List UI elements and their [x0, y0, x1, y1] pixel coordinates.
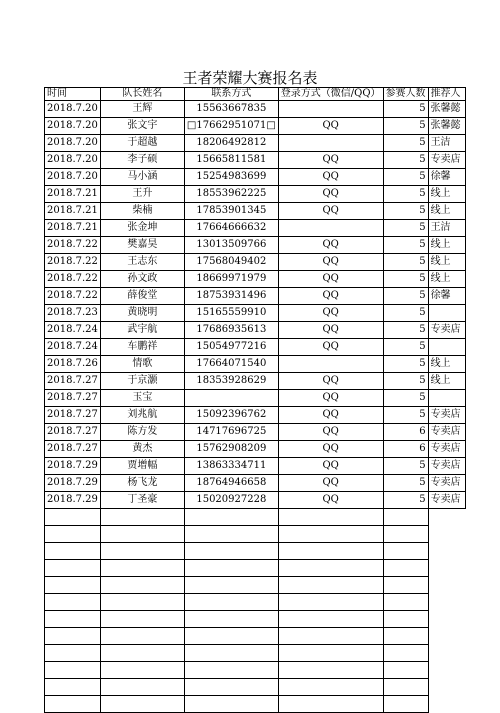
login-method-cell[interactable]: QQ — [278, 373, 383, 390]
captain-name-cell[interactable]: 于超越 — [100, 135, 184, 152]
empty-cell[interactable] — [184, 662, 278, 679]
time-cell[interactable]: 2018.7.22 — [45, 237, 101, 254]
captain-name-cell[interactable]: 黄杰 — [100, 441, 184, 458]
contact-cell[interactable]: 18206492812 — [184, 135, 278, 152]
empty-cell[interactable] — [184, 611, 278, 628]
captain-name-cell[interactable]: 张文宇 — [100, 118, 184, 135]
time-cell[interactable]: 2018.7.24 — [45, 322, 101, 339]
empty-cell[interactable] — [428, 560, 465, 577]
login-method-cell[interactable]: QQ — [278, 169, 383, 186]
referrer-cell[interactable] — [428, 390, 465, 407]
login-method-cell[interactable]: QQ — [278, 492, 383, 509]
empty-row — [45, 577, 466, 594]
empty-cell[interactable] — [428, 679, 465, 696]
referrer-cell[interactable]: 张馨懿 — [428, 118, 465, 135]
empty-cell[interactable] — [428, 628, 465, 645]
participant-count-cell[interactable]: 5 — [383, 407, 428, 424]
empty-row — [45, 560, 466, 577]
empty-cell[interactable] — [184, 526, 278, 543]
contact-cell[interactable]: 15665811581 — [184, 152, 278, 169]
participant-count-cell[interactable]: 5 — [383, 169, 428, 186]
time-cell[interactable]: 2018.7.23 — [45, 305, 101, 322]
empty-row — [45, 526, 466, 543]
participant-count-cell[interactable]: 5 — [383, 271, 428, 288]
captain-name-cell[interactable]: 薛俊堂 — [100, 288, 184, 305]
login-method-cell[interactable]: QQ — [278, 390, 383, 407]
empty-cell[interactable] — [184, 696, 278, 713]
captain-name-cell[interactable]: 柴楠 — [100, 203, 184, 220]
participant-count-cell[interactable]: 5 — [383, 203, 428, 220]
empty-row — [45, 696, 466, 713]
login-method-cell[interactable]: QQ — [278, 186, 383, 203]
empty-cell[interactable] — [184, 560, 278, 577]
participant-count-cell[interactable]: 5 — [383, 475, 428, 492]
empty-cell[interactable] — [45, 543, 101, 560]
referrer-cell[interactable] — [428, 339, 465, 356]
login-method-cell[interactable]: QQ — [278, 305, 383, 322]
time-cell[interactable]: 2018.7.27 — [45, 441, 101, 458]
empty-cell[interactable] — [278, 611, 383, 628]
header-row — [45, 88, 466, 101]
table-row — [45, 118, 466, 135]
table-row — [45, 339, 466, 356]
time-cell[interactable]: 2018.7.29 — [45, 492, 101, 509]
captain-name-cell[interactable]: 孙文政 — [100, 271, 184, 288]
empty-cell[interactable] — [100, 645, 184, 662]
time-cell[interactable]: 2018.7.27 — [45, 373, 101, 390]
header-referrer: 推荐人 — [428, 88, 465, 101]
table-row — [45, 475, 466, 492]
empty-cell[interactable] — [100, 662, 184, 679]
login-method-cell[interactable] — [278, 220, 383, 237]
captain-name-cell[interactable]: 贾增幅 — [100, 458, 184, 475]
referrer-cell[interactable]: 专卖店 — [428, 475, 465, 492]
referrer-cell[interactable]: 张馨懿 — [428, 101, 465, 118]
empty-row — [45, 645, 466, 662]
login-method-cell[interactable]: QQ — [278, 118, 383, 135]
empty-cell[interactable] — [45, 509, 101, 526]
contact-cell[interactable]: 15165559910 — [184, 305, 278, 322]
contact-cell[interactable]: 13013509766 — [184, 237, 278, 254]
table-row — [45, 237, 466, 254]
empty-cell[interactable] — [383, 560, 428, 577]
captain-name-cell[interactable]: 王升 — [100, 186, 184, 203]
empty-cell[interactable] — [428, 577, 465, 594]
table-row — [45, 271, 466, 288]
empty-cell[interactable] — [100, 543, 184, 560]
header-login-method: 登录方式（微信/QQ） — [278, 88, 383, 101]
captain-name-cell[interactable]: 刘兆航 — [100, 407, 184, 424]
time-cell[interactable]: 2018.7.21 — [45, 220, 101, 237]
referrer-cell[interactable]: 专卖店 — [428, 424, 465, 441]
referrer-cell[interactable]: 王洁 — [428, 220, 465, 237]
referrer-cell[interactable]: 线上 — [428, 356, 465, 373]
empty-cell[interactable] — [100, 696, 184, 713]
empty-row — [45, 543, 466, 560]
time-cell[interactable]: 2018.7.27 — [45, 424, 101, 441]
sheet-title: 王者荣耀大赛报名表 — [182, 69, 318, 87]
referrer-cell[interactable]: 专卖店 — [428, 152, 465, 169]
empty-cell[interactable] — [428, 526, 465, 543]
header-captain-name: 队长姓名 — [100, 88, 184, 101]
login-method-cell[interactable]: QQ — [278, 339, 383, 356]
referrer-cell[interactable]: 徐馨 — [428, 169, 465, 186]
empty-cell[interactable] — [428, 509, 465, 526]
empty-cell[interactable] — [278, 560, 383, 577]
empty-cell[interactable] — [45, 628, 101, 645]
contact-cell[interactable]: 18353928629 — [184, 373, 278, 390]
referrer-cell[interactable]: 线上 — [428, 186, 465, 203]
table-row — [45, 322, 466, 339]
time-cell[interactable]: 2018.7.29 — [45, 458, 101, 475]
participant-count-cell[interactable]: 5 — [383, 390, 428, 407]
table-row — [45, 407, 466, 424]
empty-cell[interactable] — [45, 526, 101, 543]
empty-cell[interactable] — [100, 560, 184, 577]
table-row — [45, 424, 466, 441]
referrer-cell[interactable]: 线上 — [428, 271, 465, 288]
referrer-cell[interactable] — [428, 305, 465, 322]
login-method-cell[interactable]: QQ — [278, 322, 383, 339]
contact-cell[interactable]: 18669971979 — [184, 271, 278, 288]
referrer-cell[interactable]: 徐馨 — [428, 288, 465, 305]
login-method-cell[interactable]: QQ — [278, 152, 383, 169]
time-cell[interactable]: 2018.7.20 — [45, 101, 101, 118]
referrer-cell[interactable]: 专卖店 — [428, 322, 465, 339]
empty-cell[interactable] — [383, 628, 428, 645]
contact-cell[interactable]: 15054977216 — [184, 339, 278, 356]
captain-name-cell[interactable]: 陈方发 — [100, 424, 184, 441]
captain-name-cell[interactable]: 张金坤 — [100, 220, 184, 237]
empty-cell[interactable] — [383, 696, 428, 713]
contact-cell[interactable]: 15563667835 — [184, 101, 278, 118]
empty-cell[interactable] — [100, 594, 184, 611]
table-row — [45, 203, 466, 220]
time-cell[interactable]: 2018.7.27 — [45, 390, 101, 407]
time-cell[interactable]: 2018.7.21 — [45, 203, 101, 220]
participant-count-cell[interactable]: 5 — [383, 339, 428, 356]
participant-count-cell[interactable]: 5 — [383, 118, 428, 135]
table-row — [45, 458, 466, 475]
empty-row — [45, 509, 466, 526]
empty-cell[interactable] — [184, 679, 278, 696]
empty-cell[interactable] — [184, 594, 278, 611]
table-body — [45, 88, 466, 713]
captain-name-cell[interactable]: 情歌 — [100, 356, 184, 373]
empty-cell[interactable] — [45, 679, 101, 696]
table-row — [45, 356, 466, 373]
contact-cell[interactable]: 17568049402 — [184, 254, 278, 271]
empty-cell[interactable] — [428, 696, 465, 713]
empty-cell[interactable] — [383, 594, 428, 611]
empty-cell[interactable] — [428, 543, 465, 560]
captain-name-cell[interactable]: 王辉 — [100, 101, 184, 118]
captain-name-cell[interactable]: 于京灏 — [100, 373, 184, 390]
empty-cell[interactable] — [383, 577, 428, 594]
login-method-cell[interactable] — [278, 356, 383, 373]
referrer-cell[interactable]: 专卖店 — [428, 458, 465, 475]
referrer-cell[interactable]: 专卖店 — [428, 407, 465, 424]
referrer-cell[interactable]: 线上 — [428, 237, 465, 254]
empty-cell[interactable] — [383, 509, 428, 526]
participant-count-cell[interactable]: 5 — [383, 186, 428, 203]
empty-cell[interactable] — [45, 577, 101, 594]
contact-cell[interactable]: 15092396762 — [184, 407, 278, 424]
contact-cell[interactable]: □17662951071□ — [184, 118, 278, 135]
empty-cell[interactable] — [278, 696, 383, 713]
referrer-cell[interactable]: 专卖店 — [428, 492, 465, 509]
participant-count-cell[interactable]: 5 — [383, 458, 428, 475]
empty-cell[interactable] — [100, 577, 184, 594]
empty-row — [45, 662, 466, 679]
captain-name-cell[interactable]: 樊嘉昊 — [100, 237, 184, 254]
participant-count-cell[interactable]: 5 — [383, 288, 428, 305]
contact-cell[interactable]: 14717696725 — [184, 424, 278, 441]
time-cell[interactable]: 2018.7.22 — [45, 271, 101, 288]
empty-cell[interactable] — [100, 509, 184, 526]
table-row — [45, 186, 466, 203]
table-row — [45, 373, 466, 390]
empty-cell[interactable] — [383, 543, 428, 560]
referrer-cell[interactable]: 线上 — [428, 373, 465, 390]
login-method-cell[interactable]: QQ — [278, 254, 383, 271]
captain-name-cell[interactable]: 玉宝 — [100, 390, 184, 407]
table-row — [45, 101, 466, 118]
captain-name-cell[interactable]: 杨飞龙 — [100, 475, 184, 492]
table-row — [45, 288, 466, 305]
contact-cell[interactable] — [184, 390, 278, 407]
time-cell[interactable]: 2018.7.27 — [45, 407, 101, 424]
empty-cell[interactable] — [428, 662, 465, 679]
participant-count-cell[interactable]: 5 — [383, 254, 428, 271]
empty-cell[interactable] — [100, 526, 184, 543]
contact-cell[interactable]: 18553962225 — [184, 186, 278, 203]
login-method-cell[interactable]: QQ — [278, 407, 383, 424]
empty-cell[interactable] — [428, 645, 465, 662]
contact-cell[interactable]: 15254983699 — [184, 169, 278, 186]
contact-cell[interactable]: 17664666632 — [184, 220, 278, 237]
participant-count-cell[interactable]: 5 — [383, 101, 428, 118]
table-row — [45, 135, 466, 152]
empty-cell[interactable] — [100, 628, 184, 645]
contact-cell[interactable]: 17853901345 — [184, 203, 278, 220]
empty-cell[interactable] — [100, 679, 184, 696]
contact-cell[interactable]: 15020927228 — [184, 492, 278, 509]
referrer-cell[interactable]: 专卖店 — [428, 441, 465, 458]
participant-count-cell[interactable]: 6 — [383, 441, 428, 458]
empty-cell[interactable] — [184, 628, 278, 645]
captain-name-cell[interactable]: 武宇航 — [100, 322, 184, 339]
participant-count-cell[interactable]: 5 — [383, 220, 428, 237]
empty-cell[interactable] — [278, 509, 383, 526]
table-row — [45, 305, 466, 322]
captain-name-cell[interactable]: 王志东 — [100, 254, 184, 271]
participant-count-cell[interactable]: 5 — [383, 305, 428, 322]
time-cell[interactable]: 2018.7.21 — [45, 186, 101, 203]
login-method-cell[interactable]: QQ — [278, 458, 383, 475]
empty-cell[interactable] — [278, 645, 383, 662]
captain-name-cell[interactable]: 车鹏祥 — [100, 339, 184, 356]
login-method-cell[interactable]: QQ — [278, 424, 383, 441]
participant-count-cell[interactable]: 5 — [383, 135, 428, 152]
table-row — [45, 441, 466, 458]
empty-cell[interactable] — [45, 594, 101, 611]
time-cell[interactable]: 2018.7.20 — [45, 118, 101, 135]
empty-cell[interactable] — [383, 611, 428, 628]
captain-name-cell[interactable]: 李子硕 — [100, 152, 184, 169]
participant-count-cell[interactable]: 5 — [383, 152, 428, 169]
empty-cell[interactable] — [278, 679, 383, 696]
empty-cell[interactable] — [383, 679, 428, 696]
empty-cell[interactable] — [45, 611, 101, 628]
referrer-cell[interactable]: 线上 — [428, 203, 465, 220]
participant-count-cell[interactable]: 5 — [383, 492, 428, 509]
empty-cell[interactable] — [428, 594, 465, 611]
empty-cell[interactable] — [45, 645, 101, 662]
table-row — [45, 152, 466, 169]
login-method-cell[interactable]: QQ — [278, 288, 383, 305]
empty-cell[interactable] — [278, 628, 383, 645]
header-participant-count: 参赛人数 — [383, 88, 428, 101]
login-method-cell[interactable] — [278, 135, 383, 152]
time-cell[interactable]: 2018.7.20 — [45, 135, 101, 152]
participant-count-cell[interactable]: 5 — [383, 322, 428, 339]
captain-name-cell[interactable]: 黄晓明 — [100, 305, 184, 322]
login-method-cell[interactable]: QQ — [278, 441, 383, 458]
time-cell[interactable]: 2018.7.26 — [45, 356, 101, 373]
table-row — [45, 169, 466, 186]
contact-cell[interactable]: 18753931496 — [184, 288, 278, 305]
participant-count-cell[interactable]: 5 — [383, 373, 428, 390]
header-time: 时间 — [45, 88, 101, 101]
registration-table — [44, 87, 466, 713]
captain-name-cell[interactable]: 马小涵 — [100, 169, 184, 186]
time-cell[interactable]: 2018.7.24 — [45, 339, 101, 356]
empty-row — [45, 679, 466, 696]
time-cell[interactable]: 2018.7.29 — [45, 475, 101, 492]
participant-count-cell[interactable]: 5 — [383, 356, 428, 373]
empty-cell[interactable] — [45, 560, 101, 577]
empty-cell[interactable] — [278, 662, 383, 679]
empty-row — [45, 611, 466, 628]
captain-name-cell[interactable]: 丁圣豪 — [100, 492, 184, 509]
login-method-cell[interactable]: QQ — [278, 271, 383, 288]
table-row — [45, 220, 466, 237]
empty-cell[interactable] — [428, 611, 465, 628]
table-row — [45, 254, 466, 271]
header-contact: 联系方式 — [184, 88, 278, 101]
empty-cell[interactable] — [100, 611, 184, 628]
login-method-cell[interactable] — [278, 101, 383, 118]
time-cell[interactable]: 2018.7.20 — [45, 152, 101, 169]
login-method-cell[interactable]: QQ — [278, 237, 383, 254]
contact-cell[interactable]: 17664071540 — [184, 356, 278, 373]
empty-cell[interactable] — [383, 526, 428, 543]
empty-cell[interactable] — [184, 509, 278, 526]
time-cell[interactable]: 2018.7.22 — [45, 288, 101, 305]
empty-cell[interactable] — [383, 645, 428, 662]
empty-cell[interactable] — [184, 577, 278, 594]
empty-cell[interactable] — [278, 577, 383, 594]
time-cell[interactable]: 2018.7.22 — [45, 254, 101, 271]
empty-cell[interactable] — [383, 662, 428, 679]
empty-cell[interactable] — [184, 645, 278, 662]
referrer-cell[interactable]: 线上 — [428, 254, 465, 271]
contact-cell[interactable]: 13863334711 — [184, 458, 278, 475]
login-method-cell[interactable]: QQ — [278, 203, 383, 220]
referrer-cell[interactable]: 王洁 — [428, 135, 465, 152]
empty-row — [45, 594, 466, 611]
table-row — [45, 492, 466, 509]
empty-cell[interactable] — [278, 543, 383, 560]
empty-cell[interactable] — [278, 594, 383, 611]
login-method-cell[interactable]: QQ — [278, 475, 383, 492]
empty-row — [45, 628, 466, 645]
participant-count-cell[interactable]: 5 — [383, 237, 428, 254]
empty-cell[interactable] — [278, 526, 383, 543]
contact-cell[interactable]: 17686935613 — [184, 322, 278, 339]
participant-count-cell[interactable]: 6 — [383, 424, 428, 441]
contact-cell[interactable]: 18764946658 — [184, 475, 278, 492]
table-row — [45, 390, 466, 407]
time-cell[interactable]: 2018.7.20 — [45, 169, 101, 186]
empty-cell[interactable] — [45, 696, 101, 713]
empty-cell[interactable] — [45, 662, 101, 679]
contact-cell[interactable]: 15762908209 — [184, 441, 278, 458]
empty-cell[interactable] — [184, 543, 278, 560]
